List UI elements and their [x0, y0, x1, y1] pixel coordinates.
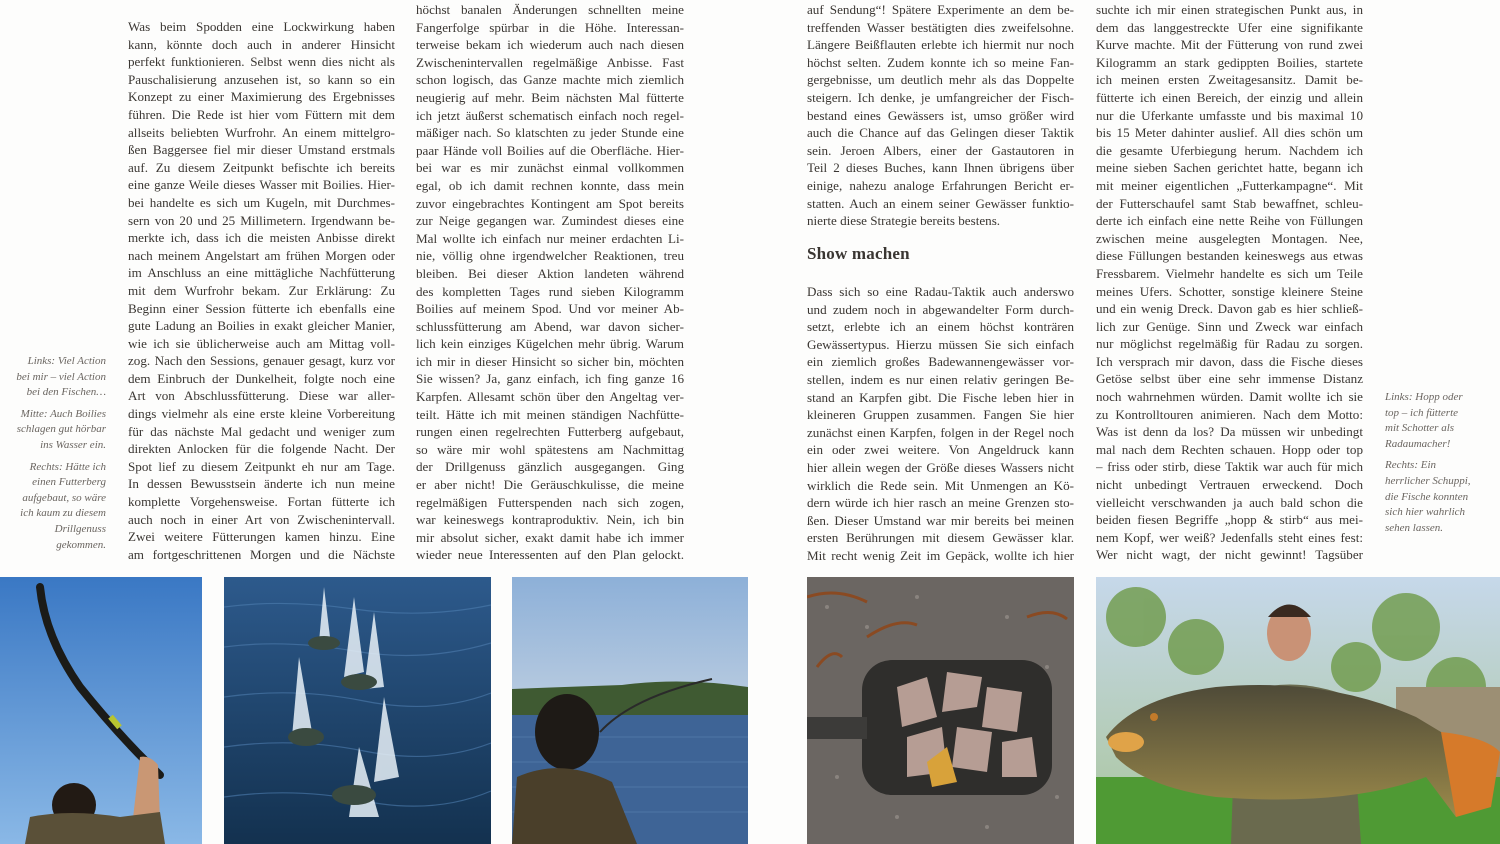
text-line: Ich versprach mir davon, dass die Fische dieses — [1096, 353, 1363, 369]
text-line: – friss oder stirb, diese Taktik war auch für mich — [1096, 459, 1363, 475]
text-line: stellen, indem es nur einen relativ geringen Be- — [807, 371, 1074, 387]
text-line: Boilies auf meinem Spod. Und vor meiner Ab- — [416, 301, 684, 317]
text-line: bis 15 Meter dahinter auslief. All dies schön um — [1096, 125, 1363, 141]
text-line: Kurve machte. Mit der Fütterung von rund zwei — [1096, 37, 1363, 53]
caption-line: ins Wasser ein. — [40, 438, 106, 451]
caption — [1385, 458, 1485, 536]
caption-line: Drillgenuss — [54, 522, 106, 535]
text-line: ein oder zwei weitere. Von Angeldruck kann — [807, 442, 1074, 458]
photo-throwing-stick — [0, 577, 202, 844]
text-column-1 — [128, 18, 395, 563]
photo-gravel-scoop — [807, 577, 1074, 844]
text-line: ßen. Dieser Umstand war mir bereits bei meinen — [807, 512, 1074, 528]
text-line: wieder neue Interessenten auf den Plan gelockt. — [416, 547, 684, 563]
text-line: direkten Anlocken für die folgende Nacht. Der — [128, 441, 395, 457]
caption-line: bei den Fischen… — [26, 386, 106, 399]
text-line: neugierig auf mehr. Beim nächsten Mal fütterte — [416, 89, 684, 105]
text-line: am fortgeschrittenen Morgen und die Nächste — [128, 546, 395, 562]
text-line: diese Füllungen bestanden keineswegs aus etwas — [1096, 248, 1363, 264]
text-line: komplette Vorgehensweise. Fortan fütterte ich — [128, 494, 395, 510]
text-line: Gewässertypus. Hierzu müssen Sie sich einfach — [807, 336, 1074, 352]
text-line: mal nach dem Rechten schauen. Hopp oder top — [1096, 441, 1363, 457]
text-line: beiden fiesen Begriffe „hopp & stirb“ aus mei- — [1096, 512, 1363, 528]
text-line: Wer nicht wagt, der nicht gewinnt! Tagsüber — [1096, 547, 1363, 563]
text-line: ersten Berührungen mit diesem Gewässer klar. — [807, 530, 1074, 546]
text-line: sern von 20 und 25 Millimetern. Irgendwann be- — [128, 212, 395, 228]
text-line: Pauschalisierung anzusehen ist, so kann so ein — [128, 71, 395, 87]
text-line: zuvor eingebrachtes Kontingent am Spot bereits — [416, 195, 684, 211]
text-line: regelmäßigen Futterspenden nach sich zogen, — [416, 494, 684, 510]
text-line: paar Hände voll Boilies auf die Oberfläche. Hier- — [416, 142, 684, 158]
text-line: hier allein wegen der Größe dieses Wassers nicht — [807, 459, 1074, 475]
text-line: Zwischenintervallen regelmäßige Anbisse. Fast — [416, 54, 684, 70]
text-line: suchte ich mir einen strategischen Punkt aus, in — [1096, 2, 1363, 17]
text-line: lich kein einziges Kügelchen mehr übrig. Warum — [416, 336, 684, 352]
caption-line: gekommen. — [56, 538, 106, 551]
text-line: und zudem noch in abgewandelter Form durch- — [807, 301, 1074, 317]
text-line: Was ist denn da los? Da müssen wir unbedingt — [1096, 424, 1363, 440]
caption-line: sehen lassen. — [1385, 521, 1444, 534]
photo-captions-left — [0, 354, 106, 559]
text-line: setzt, erlebte ich an einem höchst konträren — [807, 319, 1074, 335]
text-line: schon logisch, das Ganze machte mich ziemlich — [416, 72, 684, 88]
caption-line: bei mir – viel Action — [16, 370, 106, 383]
text-line: teilt. Hätte ich mit meinen ständigen Nachfütte- — [416, 406, 684, 422]
text-line: so wäre mir wohl spätestens am Nachmittag — [416, 441, 684, 457]
text-line: sein. Jeroen Albers, einer der Gastautoren in — [807, 142, 1074, 158]
text-line: gergebnisse, um deutlich mehr als das Doppelte — [807, 72, 1074, 88]
text-line: einige, nahezu analoge Erfahrungen Bericht er- — [807, 177, 1074, 193]
text-line: wie ich sie üblicherweise auch am Mittag voll- — [128, 335, 395, 351]
text-line: Zwei weitere Fütterungen kamen hinzu. Eine — [128, 529, 395, 545]
text-line: meine sieben Sachen gerichtet hatte, begann ich — [1096, 160, 1363, 176]
text-line: die gesamte Uferbiegung herum. Nachdem ich — [1096, 142, 1363, 158]
caption-line: schlagen gut hörbar — [16, 423, 106, 436]
text-column-3-continued — [807, 283, 1074, 565]
text-line: Fangerfolge spürbar in die Höhe. Interessan- — [416, 19, 684, 35]
text-column-4 — [1096, 1, 1363, 564]
caption-line: Rechts: Ein — [1385, 459, 1437, 472]
text-line: war keineswegs kontraproduktiv. Nein, ich bin — [416, 512, 684, 528]
caption-line: ich kaum zu diesem — [20, 507, 106, 520]
text-line: er aber nicht! Die Geräuschkulisse, die meine — [416, 477, 684, 493]
text-line: Teil 2 dieses Buches, kann Ihnen übrigens über — [807, 160, 1074, 176]
text-line: gute Ladung an Boilies in exakt gleicher Manier, — [128, 318, 395, 334]
text-line: Was beim Spodden eine Lockwirkung haben — [128, 19, 395, 34]
text-line: statten. Auch an einem seiner Gewässer funktio- — [807, 195, 1074, 211]
text-line: eine ganze Weile dieses Wasser mit Boilies. Hier- — [128, 177, 395, 193]
text-line: auf Sendung“! Spätere Experimente an dem be- — [807, 2, 1074, 17]
text-line: allseits beliebten Wurfrohr. An einem mittelgro- — [128, 124, 395, 140]
text-line: mit dem Wurfrohr bekam. Zur Erklärung: Zu — [128, 282, 395, 298]
text-line: schlussfütterung am Abend, war davon sicher- — [416, 318, 684, 334]
caption — [1385, 390, 1485, 452]
caption-line: top – ich fütterte — [1385, 406, 1459, 419]
text-line: auch die Chance auf das Gelingen dieser Taktik — [807, 125, 1074, 141]
caption-line: die Fische konnten — [1385, 490, 1469, 503]
text-line: perfekt funktionieren. Selbst wenn dies nicht als — [128, 54, 395, 70]
text-line: auch noch in einer Art von Zwischenintervall. — [128, 511, 395, 527]
text-line: dem das langgestreckte Ufer eine signifikante — [1096, 19, 1363, 35]
text-line: merkte ich, dass ich die meisten Anbisse direkt — [128, 230, 395, 246]
text-line: rungen einen regelrechten Futterberg aufgebaut, — [416, 424, 684, 440]
text-line: nur möglichst regelmäßig für Radau zu sorgen. — [1096, 336, 1363, 352]
section-heading: Show machen — [807, 244, 910, 263]
photo-captions-right — [1385, 390, 1485, 542]
caption-line: sich hier wahrlich — [1385, 506, 1466, 519]
text-line: zu Kontrolltouren animieren. Nach dem Motto: — [1096, 406, 1363, 422]
text-line: Konzept zu einer Maximierung des Ergebnisses — [128, 89, 395, 105]
text-line: dem Einbruch der Dunkelheit, folgte noch eine — [128, 370, 395, 386]
text-line: Mal wollte ich einfach nur meiner erdachten Li- — [416, 230, 684, 246]
text-line: des kompletten Tages rund sieben Kilogramm — [416, 283, 684, 299]
text-line: mit meiner eigentlichen „Futterkampagne“. Mit — [1096, 177, 1363, 193]
text-line: stand an Karpfen gibt. Die Fische leben hier in — [807, 389, 1074, 405]
text-line: Sie wissen? Ja, ganz einfach, ich fing ganze 16 — [416, 371, 684, 387]
text-line: In dessen Bewusstsein änderte ich nun meine — [128, 476, 395, 492]
text-line: auf. Zu diesem Zeitpunkt befischte ich bereits — [128, 159, 395, 175]
text-line: nierte diese Strategie bereits bestens. — [807, 213, 1001, 229]
text-line: für das nächste Mal gedacht und weniger zum — [128, 423, 395, 439]
text-line: Dass sich so eine Radau-Taktik auch anderswo — [807, 284, 1074, 299]
text-line: derte ich einfach eine nette Reihe von Füllungen — [1096, 213, 1363, 229]
text-line: und ein wenig Dreck. Davon gab es hier schließ- — [1096, 301, 1363, 317]
caption-line: Rechts: Hätte ich — [29, 460, 106, 473]
text-line: zunächst einen Karpfen, folgen in der Regel noch — [807, 424, 1074, 440]
text-line: bleiben. Bei dieser Aktion landeten während — [416, 265, 684, 281]
caption-line: mit Schotter als — [1385, 422, 1455, 435]
text-line: vielleicht verschwanden ja auch bald schon die — [1096, 494, 1363, 510]
text-line: dings vielmehr als eine erste kleine Vorbereitung — [128, 406, 395, 422]
text-line: terweise bekam ich wiederum auch nach diesen — [416, 37, 684, 53]
text-line: Längere Beißflauten erlebte ich hiermit nur noch — [807, 37, 1074, 53]
caption-line: herrlicher Schuppi, — [1385, 474, 1471, 487]
text-line: nie, völlig ohne irgendwelcher Reaktionen, treu — [416, 248, 684, 264]
text-line: nem Kopf, wer weiß? Jedenfalls steht eines fest: — [1096, 529, 1363, 545]
caption-line: einen Futterberg — [32, 476, 106, 489]
caption-line: aufgebaut, so wäre — [22, 491, 106, 504]
text-line: nach meinem Angelstart am frühen Morgen oder — [128, 247, 395, 263]
caption-line: Radaumacher! — [1385, 437, 1451, 450]
text-line: bestand eines Gewässers ist, umso größer wird — [807, 107, 1074, 123]
text-line: bei war es mir zunächst einmal vollkommen — [416, 160, 684, 176]
text-line: ein ziemlich großes Badewannengewässer vor- — [807, 354, 1074, 370]
text-line: lich zur Genüge. Sinn und Zweck war einfach — [1096, 318, 1363, 334]
text-line: treffenden Wasser bestätigten dies zweifelsohne. — [807, 19, 1074, 35]
text-line: Fressbarem. Vielmehr handelte es sich um Teile — [1096, 265, 1363, 281]
text-line: egal, ob ich damit rechnen konnte, dass mein — [416, 177, 684, 193]
text-line: wirklich die Rede sein. Mit Unmengen an Kö- — [807, 477, 1074, 493]
text-line: Spot lief zu diesem Zeitpunkt eh nur am Tage. — [128, 458, 395, 474]
text-line: ich jetzt äußerst schematisch einfach noch regel- — [416, 107, 684, 123]
text-line: zwischen meine ausgelegten Montagen. Nee, — [1096, 230, 1363, 246]
caption — [0, 407, 106, 454]
caption — [0, 354, 106, 401]
photo-carp-catch — [1096, 577, 1500, 844]
text-line: der Drillgenuss gänzlich ausgegangen. Ging — [416, 459, 684, 475]
text-line: noch wahrnehmen würden. Damit wollte ich sie — [1096, 389, 1363, 405]
text-line: mäßiger nach. So klatschten zu jeder Stunde eine — [416, 125, 684, 141]
text-line: mir absolut sicher, exakt damit habe ich immer — [416, 529, 684, 545]
text-line: Getöse selbst über eine sehr immense Distanz — [1096, 371, 1363, 387]
text-line: ich mir in dieser Hinsicht so sicher bin, möchten — [416, 353, 684, 369]
text-line: zog. Nach den Sessions, genauer gesagt, kurz vor — [128, 353, 395, 369]
text-line: Beginn einer Session fütterte ich ebenfalls eine — [128, 300, 395, 316]
text-line: meines Ufers. Schotter, sonstige kleinere Steine — [1096, 283, 1363, 299]
text-column-2 — [416, 1, 684, 564]
text-line: dern würde ich hier rasch an meine Grenzen sto- — [807, 495, 1074, 511]
text-line: ich meinen ersten Zweitagesansitz. Damit be- — [1096, 72, 1363, 88]
text-line: Art von Abschlussfütterung. Diese war aller- — [128, 388, 395, 404]
caption — [0, 460, 106, 554]
text-line: bei handelte es sich um Kugeln, mit Durchmes- — [128, 194, 395, 210]
caption-line: Links: Hopp oder — [1385, 391, 1463, 403]
text-line: der Futterschaufel samt Stab bewaffnet, schleu- — [1096, 195, 1363, 211]
text-line: steigern. Ich denke, je umfangreicher der Fisch- — [807, 89, 1074, 105]
text-line: kann, könnte doch auch in anderer Hinsicht — [128, 36, 395, 52]
text-line: Karpfen. Allesamt schön über den Angeltag ver- — [416, 389, 684, 405]
photo-water-splashes — [224, 577, 491, 844]
text-line: im Anschluss an eine mittägliche Nachfütterung — [128, 265, 395, 281]
caption-line: Mitte: Auch Boilies — [20, 407, 106, 420]
text-line: höchst banalen Änderungen schnellten meine — [416, 2, 684, 17]
photo-angler-drill — [512, 577, 748, 844]
caption-line: Links: Viel Action — [27, 355, 106, 367]
text-line: Mit recht wenig Zeit im Gepäck, wollte ich hier — [807, 547, 1074, 563]
text-line: nur die Uferkante umfasste und bis maximal 10 — [1096, 107, 1363, 123]
text-line: nicht unbedingt Vertrauen erweckend. Doch — [1096, 477, 1363, 493]
text-line: kleineren Gruppen zusammen. Fangen Sie hier — [807, 407, 1074, 423]
text-line: zur Neige gegangen war. Zumindest dieses eine — [416, 213, 684, 229]
text-line: Kilogramm an stark gedippten Boilies, startete — [1096, 54, 1363, 70]
text-line: fütterte ich einen Bereich, der einzig und allein — [1096, 89, 1363, 105]
text-line: führen. Die Rede ist hier vom Füttern mit dem — [128, 106, 395, 122]
text-column-3 — [807, 1, 1074, 230]
text-line: ßen Baggersee fiel mir dieser Umstand erstmals — [128, 142, 395, 158]
text-line: höchst selten. Zudem konnte ich so meine Fan- — [807, 54, 1074, 70]
